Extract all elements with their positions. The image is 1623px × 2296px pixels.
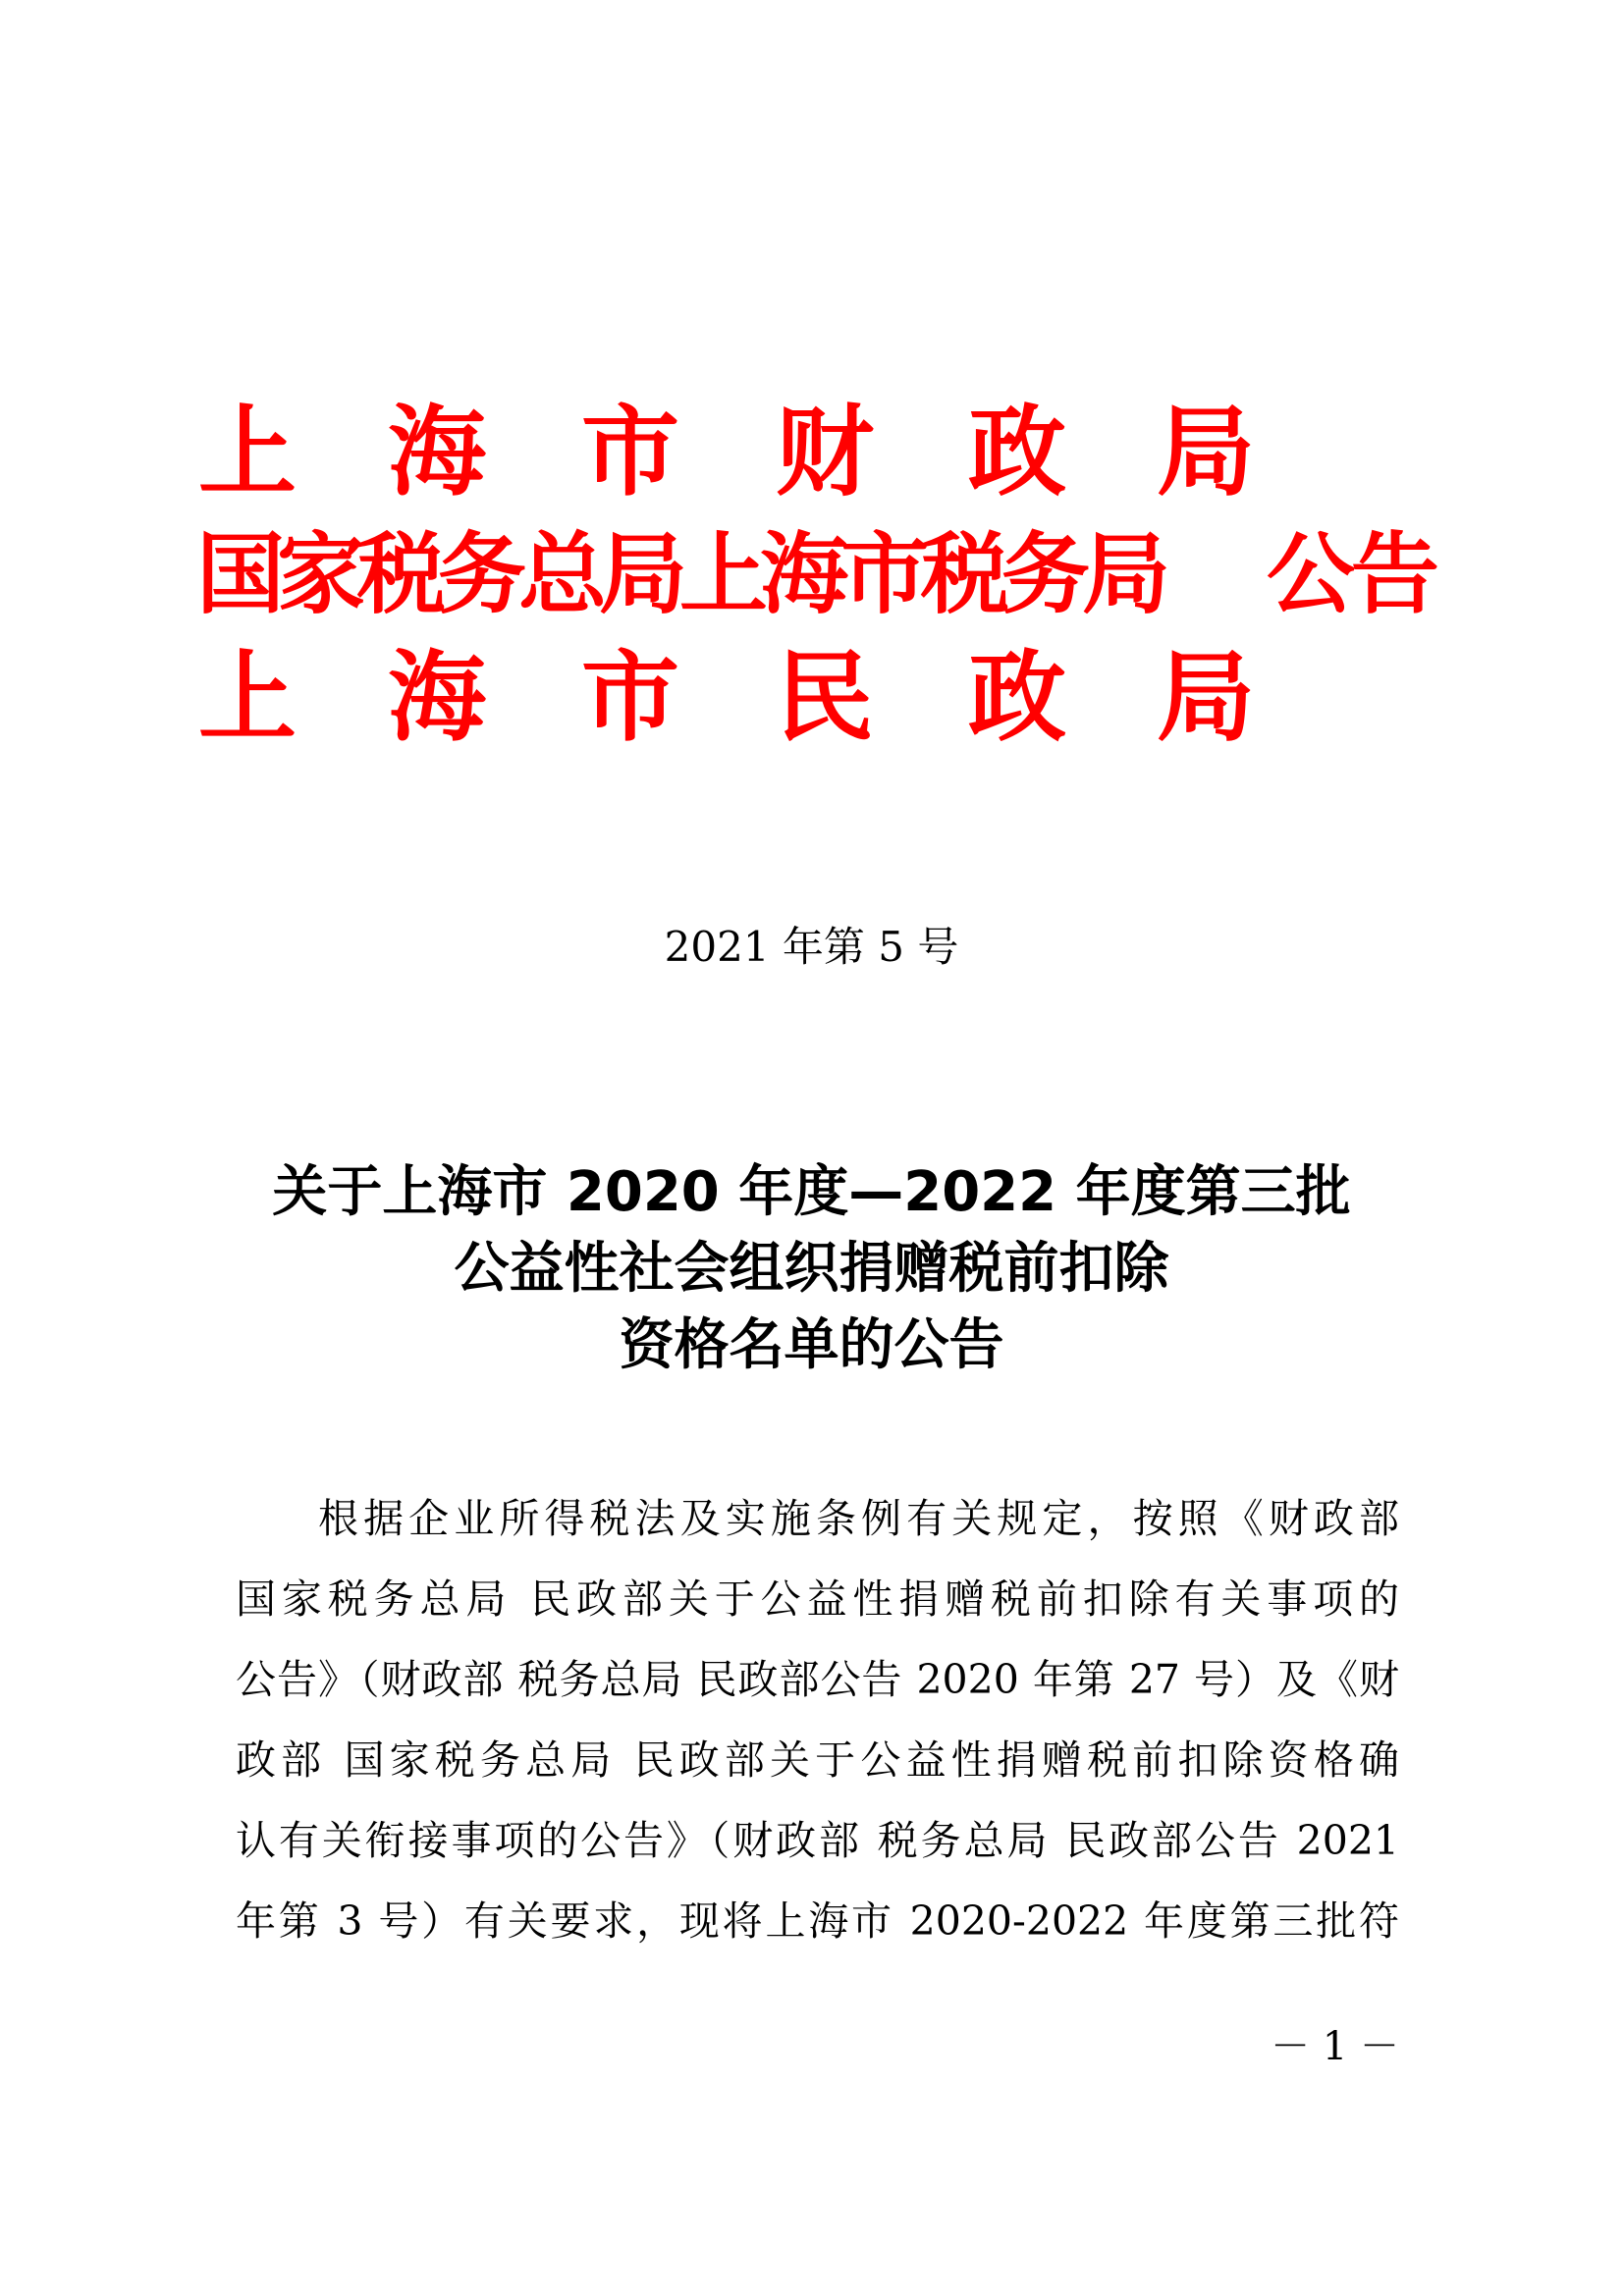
masthead-char: 财 [776,395,874,509]
masthead-civil-affairs-bureau [196,636,1492,759]
body-line: 认有关衔接事项的公告》（财政部 税务总局 民政部公告 2021 [236,1817,1399,1864]
masthead-char: 市 [581,395,679,509]
masthead-char: 政 [968,395,1066,509]
document-title [0,1154,1623,1384]
masthead-char: 局 [1157,395,1255,509]
masthead-char: 海 [388,395,486,509]
body-line: 公告》（财政部 税务总局 民政部公告 2020 年第 27 号）及《财 [236,1656,1399,1703]
masthead-char: 政 [968,640,1066,755]
masthead-tax-bureau-name: 国家税务总局上海市税务局 [196,523,1163,626]
body-line: 根据企业所得税法及实施条例有关规定，按照《财政部 [318,1495,1399,1542]
masthead-char: 局 [1157,640,1255,755]
masthead-char: 上 [198,395,297,509]
body-line: 国家税务总局 民政部关于公益性捐赠税前扣除有关事项的 [236,1575,1399,1623]
masthead [196,391,1492,759]
masthead-char: 海 [388,640,486,755]
body-line: 政部 国家税务总局 民政部关于公益性捐赠税前扣除资格确 [236,1736,1399,1784]
document-number: 2021 年第 5 号 [664,923,959,971]
masthead-announcement-suffix: 公告 [1267,523,1435,626]
masthead-char: 市 [581,640,679,755]
body-line: 年第 3 号）有关要求，现将上海市 2020-2022 年度第三批符 [236,1897,1399,1945]
document-body [236,1478,1399,1961]
masthead-char: 民 [776,640,874,755]
masthead-tax-bureau [196,513,1492,636]
masthead-char: 上 [198,640,297,755]
document-title-line: 资格名单的公告 [619,1313,1004,1377]
page-number: － 1 － [1271,2024,1399,2069]
document-title-line: 关于上海市 2020 年度—2022 年度第三批 [272,1160,1351,1224]
masthead-finance-bureau [196,391,1492,513]
document-title-line: 公益性社会组织捐赠税前扣除 [454,1237,1169,1301]
